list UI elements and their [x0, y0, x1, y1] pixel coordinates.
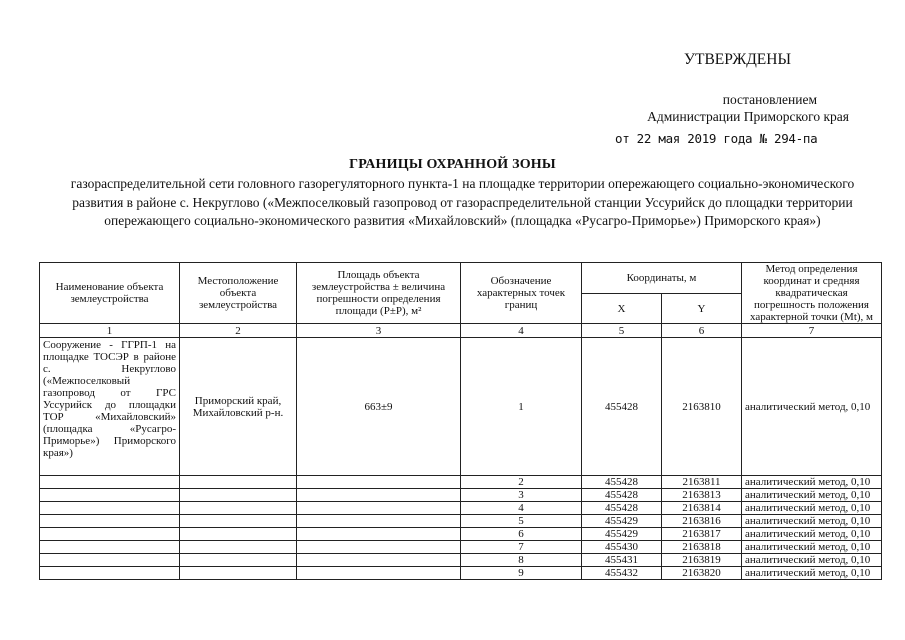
point-number: 7: [461, 541, 582, 554]
point-number: 8: [461, 554, 582, 567]
header-area: Площадь объекта землеустройства ± величина погрешности определения площади (P±P), м²: [297, 263, 461, 324]
method: аналитический метод, 0,10: [742, 554, 882, 567]
method: аналитический метод, 0,10: [742, 567, 882, 580]
empty-name-cell: [40, 515, 180, 528]
header-location: Местоположение объекта землеустройства: [180, 263, 297, 324]
resolution-block: [549, 91, 849, 125]
point-number: 1: [461, 338, 582, 476]
point-number: 4: [461, 502, 582, 515]
point-number: 3: [461, 489, 582, 502]
empty-location-cell: [180, 515, 297, 528]
resolution-line-1: постановлением: [722, 92, 817, 107]
table-row: [40, 528, 882, 541]
empty-location-cell: [180, 476, 297, 489]
coord-x: 455428: [582, 502, 662, 515]
empty-area-cell: [297, 528, 461, 541]
coord-y: 2163819: [662, 554, 742, 567]
empty-area-cell: [297, 502, 461, 515]
empty-name-cell: [40, 541, 180, 554]
coord-y: 2163811: [662, 476, 742, 489]
table-row: [40, 502, 882, 515]
coord-x: 455428: [582, 476, 662, 489]
coord-y: 2163814: [662, 502, 742, 515]
empty-location-cell: [180, 541, 297, 554]
document-subtitle: газораспределительной сети головного газорегуляторного пункта-1 на площадке территории опережающего социально-экономического развития в районе с. Некруглово («Межпоселковый газопровод от газораспределительной станции Уссурийск до площадки территории опережающего социально-экономического развития «Михайловский» (площадка «Русагро-Приморье») Приморского края»): [70, 176, 855, 228]
empty-location-cell: [180, 502, 297, 515]
empty-name-cell: [40, 476, 180, 489]
coord-x: 455432: [582, 567, 662, 580]
coord-x: 455428: [582, 489, 662, 502]
table-row: [40, 567, 882, 580]
column-number: 4: [461, 324, 582, 338]
object-name: Сооружение - ГГРП-1 на площадке ТОСЭР в районе с. Некруглово («Межпоселковый газопровод от ГРС Уссурийск до площадки ТОР «Михайловский» (площадка «Русагро-Приморье») Приморского края»): [40, 338, 180, 476]
table-row: [40, 489, 882, 502]
column-number: 1: [40, 324, 180, 338]
empty-area-cell: [297, 476, 461, 489]
resolution-line-2: Администрации Приморского края: [647, 109, 849, 124]
coord-y: 2163813: [662, 489, 742, 502]
point-number: 2: [461, 476, 582, 489]
coord-x: 455429: [582, 528, 662, 541]
table-row: [40, 541, 882, 554]
empty-area-cell: [297, 515, 461, 528]
header-coordinates: Координаты, м: [582, 263, 742, 294]
empty-name-cell: [40, 567, 180, 580]
header-name: Наименование объекта землеустройства: [40, 263, 180, 324]
coord-y: 2163818: [662, 541, 742, 554]
empty-area-cell: [297, 554, 461, 567]
coord-y: 2163817: [662, 528, 742, 541]
header-row: [40, 263, 882, 294]
point-number: 9: [461, 567, 582, 580]
coord-y: 2163816: [662, 515, 742, 528]
empty-area-cell: [297, 489, 461, 502]
empty-location-cell: [180, 554, 297, 567]
document-title: ГРАНИЦЫ ОХРАННОЙ ЗОНЫ: [349, 157, 556, 172]
coord-y: 2163820: [662, 567, 742, 580]
method: аналитический метод, 0,10: [742, 476, 882, 489]
method: аналитический метод, 0,10: [742, 541, 882, 554]
object-area: 663±9: [297, 338, 461, 476]
column-number-row: [40, 324, 882, 338]
empty-name-cell: [40, 489, 180, 502]
table-row: [40, 338, 882, 476]
table-row: [40, 515, 882, 528]
object-location: Приморский край, Михайловский р-н.: [180, 338, 297, 476]
approved-label: УТВЕРЖДЕНЫ: [684, 51, 791, 68]
empty-name-cell: [40, 554, 180, 567]
empty-location-cell: [180, 528, 297, 541]
column-number: 7: [742, 324, 882, 338]
point-number: 5: [461, 515, 582, 528]
header-y: Y: [662, 294, 742, 324]
coord-x: 455428: [582, 338, 662, 476]
empty-location-cell: [180, 489, 297, 502]
method: аналитический метод, 0,10: [742, 338, 882, 476]
empty-location-cell: [180, 567, 297, 580]
empty-name-cell: [40, 502, 180, 515]
column-number: 6: [662, 324, 742, 338]
boundary-table: [39, 262, 882, 580]
coord-y: 2163810: [662, 338, 742, 476]
header-method: Метод определения координат и средняя квадратическая погрешность положения характерной точки (Mt), м: [742, 263, 882, 324]
header-point: Обозначение характерных точек границ: [461, 263, 582, 324]
header-x: X: [582, 294, 662, 324]
method: аналитический метод, 0,10: [742, 502, 882, 515]
coord-x: 455429: [582, 515, 662, 528]
empty-area-cell: [297, 567, 461, 580]
column-number: 2: [180, 324, 297, 338]
empty-name-cell: [40, 528, 180, 541]
date-stamp: от 22 мая 2019 года № 294-па: [615, 131, 818, 146]
method: аналитический метод, 0,10: [742, 515, 882, 528]
column-number: 3: [297, 324, 461, 338]
empty-area-cell: [297, 541, 461, 554]
column-number: 5: [582, 324, 662, 338]
coord-x: 455431: [582, 554, 662, 567]
table-row: [40, 554, 882, 567]
method: аналитический метод, 0,10: [742, 489, 882, 502]
coord-x: 455430: [582, 541, 662, 554]
method: аналитический метод, 0,10: [742, 528, 882, 541]
table-row: [40, 476, 882, 489]
point-number: 6: [461, 528, 582, 541]
